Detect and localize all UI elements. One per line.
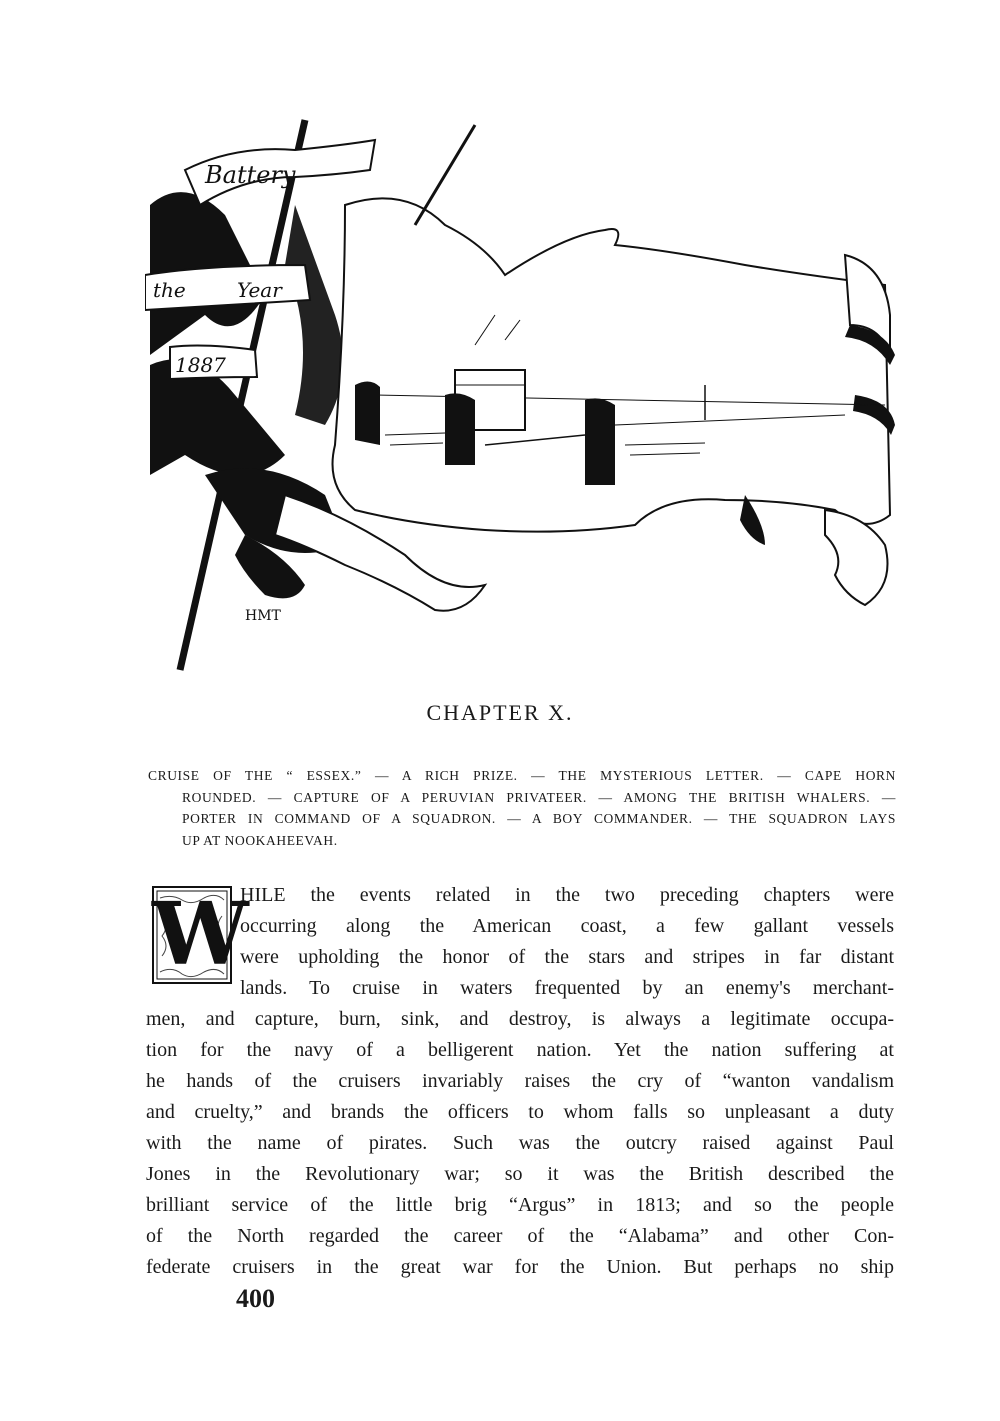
body-line: occurring along the American coast, a few gallant vessels xyxy=(240,915,894,937)
page-number: 400 xyxy=(236,1284,275,1313)
body-line: federate cruisers in the great war for the Union. But perhaps no ship xyxy=(146,1256,894,1278)
synopsis-line: ROUNDED. — CAPTURE OF A PERUVIAN PRIVATEER. — AMONG THE BRITISH WHALERS. — xyxy=(182,789,896,805)
body-line: of the North regarded the career of the “Alabama” and other Con- xyxy=(146,1225,894,1247)
banner-battery: Battery xyxy=(205,161,296,189)
body-line: lands. To cruise in waters frequented by an enemy's merchant- xyxy=(240,977,894,999)
body-line: with the name of pirates. Such was the outcry raised against Paul xyxy=(146,1132,894,1154)
synopsis-line: UP AT NOOKAHEEVAH. xyxy=(182,832,338,848)
body-paragraph xyxy=(146,880,894,1283)
banner-the: the xyxy=(153,278,186,302)
body-line: he hands of the cruisers invariably raises the cry of “wanton vandalism xyxy=(146,1070,894,1092)
body-line: brilliant service of the little brig “Argus” in 1813; and so the people xyxy=(146,1194,894,1216)
body-line: were upholding the honor of the stars and stripes in far distant xyxy=(240,946,894,968)
drop-cap xyxy=(152,884,249,985)
synopsis-line: CRUISE OF THE “ ESSEX.” — A RICH PRIZE. — THE MYSTERIOUS LETTER. — CAPE HORN xyxy=(148,768,896,783)
body-line: and cruelty,” and brands the officers to whom falls so unpleasant a duty xyxy=(146,1101,894,1123)
body-line: Jones in the Revolutionary war; so it was the British described the xyxy=(146,1163,894,1185)
body-line: HILE the events related in the two preceding chapters were xyxy=(240,884,894,906)
body-line: tion for the navy of a belligerent nation. Yet the nation suffering at xyxy=(146,1039,894,1061)
illustration-monogram: HMT xyxy=(245,608,281,624)
chapter-header-illustration xyxy=(145,115,905,675)
banner-1887: 1887 xyxy=(175,353,226,377)
chapter-synopsis xyxy=(148,765,896,851)
banner-year: Year xyxy=(237,278,282,302)
body-line: men, and capture, burn, sink, and destroy, is always a legitimate occupa- xyxy=(146,1008,894,1030)
synopsis-line: PORTER IN COMMAND OF A SQUADRON. — A BOY COMMANDER. — THE SQUADRON LAYS xyxy=(182,811,896,827)
chapter-title: CHAPTER X. xyxy=(426,700,574,725)
drop-cap-letter: W xyxy=(152,884,249,985)
